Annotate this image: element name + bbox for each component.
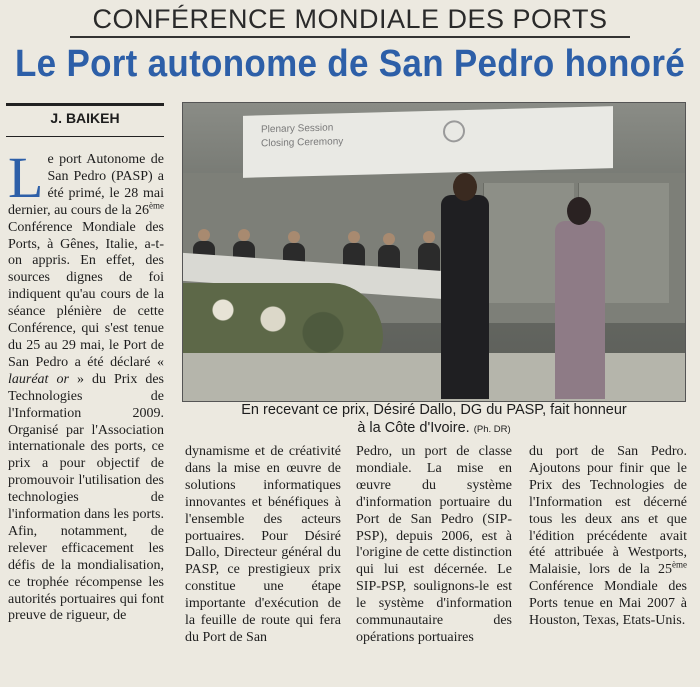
article-column-3 — [356, 444, 512, 647]
woman-head — [567, 197, 591, 225]
screen-line-1: Plenary Session — [261, 122, 334, 136]
kicker-underline — [70, 36, 630, 38]
drop-cap: L — [8, 145, 44, 210]
byline-rule-top — [6, 103, 164, 106]
article-column-2 — [185, 444, 341, 647]
seated-person-head — [288, 231, 300, 243]
screen-text — [261, 121, 343, 151]
photo-credit: (Ph. DR) — [473, 424, 511, 435]
col1-superscript: ème — [149, 200, 164, 211]
section-kicker: CONFÉRENCE MONDIALE DES PORTS — [92, 4, 608, 34]
photo-screen — [243, 106, 613, 178]
caption-line-2 — [182, 419, 686, 439]
man-receiving-prize — [441, 195, 489, 399]
col4-superscript: ème — [672, 559, 687, 570]
article-column-4 — [529, 444, 687, 630]
woman-presenting-prize — [555, 221, 605, 399]
caption-line-1: En recevant ce prix, Désiré Dallo, DG du PASP, fait honneur — [241, 402, 627, 418]
seated-person-head — [348, 231, 360, 243]
ceremony-photo — [182, 102, 686, 402]
byline-rule-bottom — [6, 136, 164, 137]
col4-text-b: Conférence Mondiale des Ports tenue en Mai 2007 à Houston, Texas, Etats-Unis. — [529, 579, 687, 629]
photo-caption — [182, 401, 686, 439]
col1-emphasis: lauréat or — [8, 371, 69, 387]
col3-text: Pedro, un port de classe mondiale. La mise en œuvre du système d'information portuaire du Port de San Pedro (SIP-PSP), depuis 2006, est à l'origine de cette distinction qui lui est décernée. Le SIP-PSP, soulignons-le est le système d'information communautaire des opérations portuaires — [356, 444, 512, 645]
col1-text-a: e port Autonome de San Pedro (PASP) a été primé, le 28 mai dernier, au cours de la 26 — [8, 152, 164, 218]
screen-logo-icon — [443, 120, 465, 143]
seated-person-head — [198, 229, 210, 241]
seated-person-head — [383, 233, 395, 245]
seated-person — [418, 243, 440, 273]
stage-floor — [183, 353, 685, 401]
seated-person-head — [238, 229, 250, 241]
man-head — [453, 173, 477, 201]
screen-line-2: Closing Ceremony — [261, 136, 344, 150]
col1-text-c: » du Prix des Technologies de l'Information 2009. Organisé par l'Association internationale des ports, ce prix a pour objectif de promouvoir l'utilisation des technologies de l'information dans les ports. Afin, notamment, de relever efficacement les défis de la mondialisation, ce trophée récompense les autorités portuaires qui font preuve de rigueur, de — [8, 371, 165, 624]
byline: J. BAIKEH — [50, 110, 120, 126]
headline: Le Port autonome de San Pedro honoré — [14, 42, 686, 85]
seated-person-head — [423, 231, 435, 243]
col2-text: dynamisme et de créativité dans la mise en œuvre de solutions informatiques innovantes et bénéfiques à l'ensemble des acteurs portuaires. Pour Désiré Dallo, Directeur général du PASP, ce prestigieux prix constitue une étape importante d'exécution de la feuille de route qui fera du Port de San — [185, 444, 341, 645]
col4-text-a: du port de San Pedro. Ajoutons pour finir que le Prix des Technologies de l'Information est décerné tous les deux ans et que l'édition précédente avait été attribuée à Westports, Malaisie, lors de la 25 — [529, 444, 687, 578]
caption-line-2-text: à la Côte d'Ivoire. — [357, 420, 470, 436]
col1-text-b: Conférence Mondiale des Ports, à Gênes, Italie, a-t-on appris. En effet, des sources dignes de foi indiquent qu'au cours de la séance plénière de cette Conférence, qui s'est tenue du 25 au 29 mai, le Port de San Pedro a été déclaré « — [8, 219, 164, 370]
article-column-1 — [8, 145, 165, 625]
